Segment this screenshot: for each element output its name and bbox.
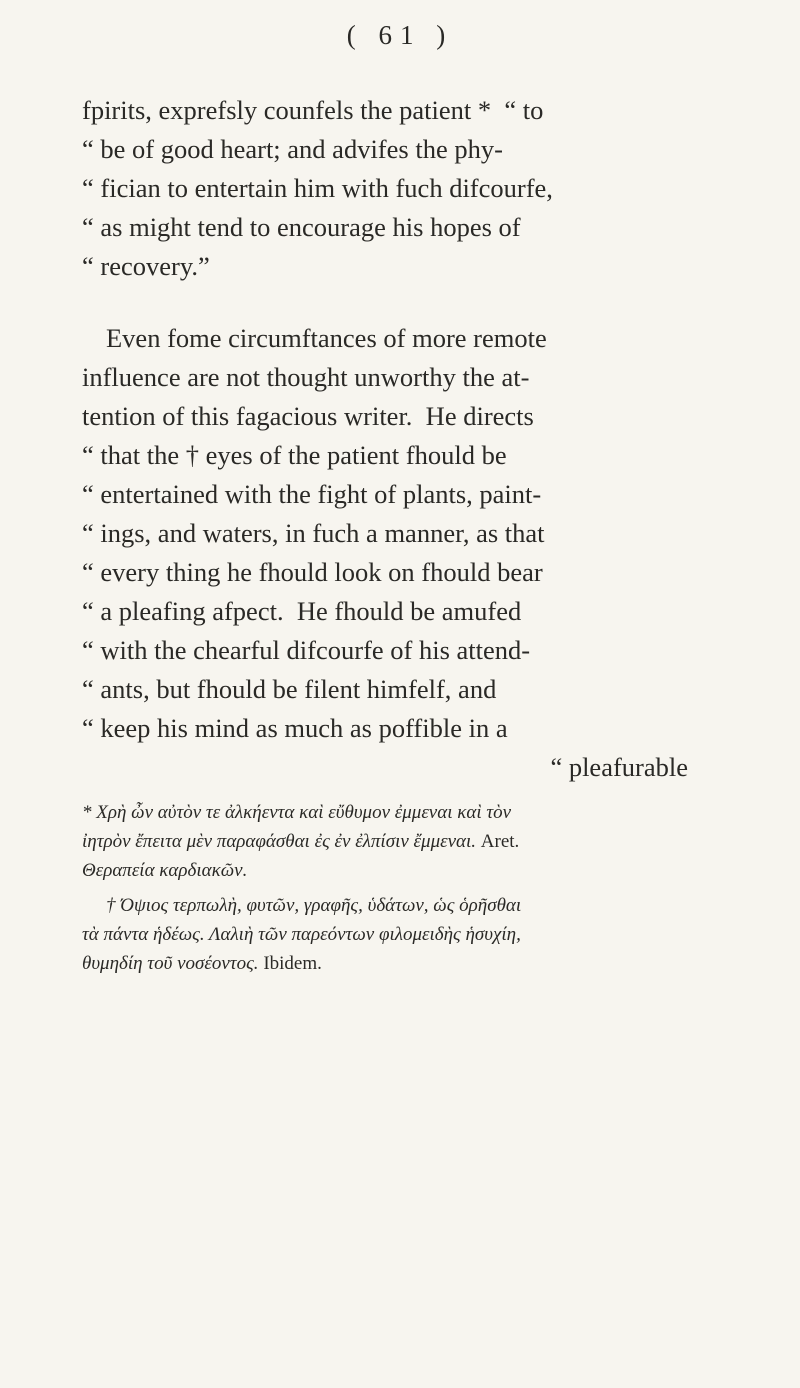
- body-line: “ with the chearful difcourfe of his attend-: [82, 635, 531, 665]
- body-line: “ ants, but fhould be filent himfelf, and: [82, 674, 497, 704]
- body-line: “ recovery.”: [82, 251, 210, 281]
- footnote-text: ἰητρὸν ἔπειτα μὲν παραφάσθαι ἐς ἐν ἐλπίσιν ἔμμεναι.: [82, 831, 477, 852]
- footnote-source: Aret.: [480, 831, 520, 852]
- footnote-line: [82, 829, 519, 855]
- footnote-line: * Χρὴ ὦν αὐτὸν τε ἀλκήεντα καὶ εὔθυμον ἐμμεναι καὶ τὸν: [82, 802, 512, 823]
- body-line: “ fician to entertain him with fuch difcourfe,: [82, 173, 553, 203]
- body-line: influence are not thought unworthy the at-: [82, 362, 530, 392]
- body-line: “ a pleafing afpect. He fhould be amufed: [82, 596, 522, 626]
- body-line: “ every thing he fhould look on fhould bear: [82, 557, 543, 587]
- body-line: “ entertained with the fight of plants, paint-: [82, 479, 542, 509]
- footnote-line: † Όψιος τερπωλὴ, φυτῶν, γραφῆς, ὑδάτων, ὡς ὁρῆσθαι: [106, 895, 522, 916]
- footnote-line: τὰ πάντα ἡδέως. Λαλιὴ τῶν παρεόντων φιλομειδὴς ἡσυχίη,: [82, 924, 521, 945]
- body-line: “ keep his mind as much as poffible in a: [82, 713, 508, 743]
- footnote-line: [82, 951, 322, 977]
- body-line: “ that the † eyes of the patient fhould be: [82, 440, 507, 470]
- body-line: “ as might tend to encourage his hopes of: [82, 212, 521, 242]
- body-line: “ ings, and waters, in fuch a manner, as that: [82, 518, 545, 548]
- footnote-source: Ibidem.: [263, 953, 322, 974]
- body-line: “ be of good heart; and advifes the phy-: [82, 134, 503, 164]
- footnote-line: Θεραπεία καρδιακῶν.: [82, 860, 248, 881]
- catchword-line: “ pleafurable: [550, 752, 688, 782]
- footnote-text: θυμηδίη τοῦ νοσέοντος.: [82, 953, 259, 974]
- page-number: ( 61 ): [346, 20, 454, 50]
- body-line: tention of this fagacious writer. He directs: [82, 401, 534, 431]
- body-line: fpirits, exprefsly counfels the patient * “ to: [82, 95, 544, 125]
- body-line: Even fome circumftances of more remote: [106, 323, 547, 353]
